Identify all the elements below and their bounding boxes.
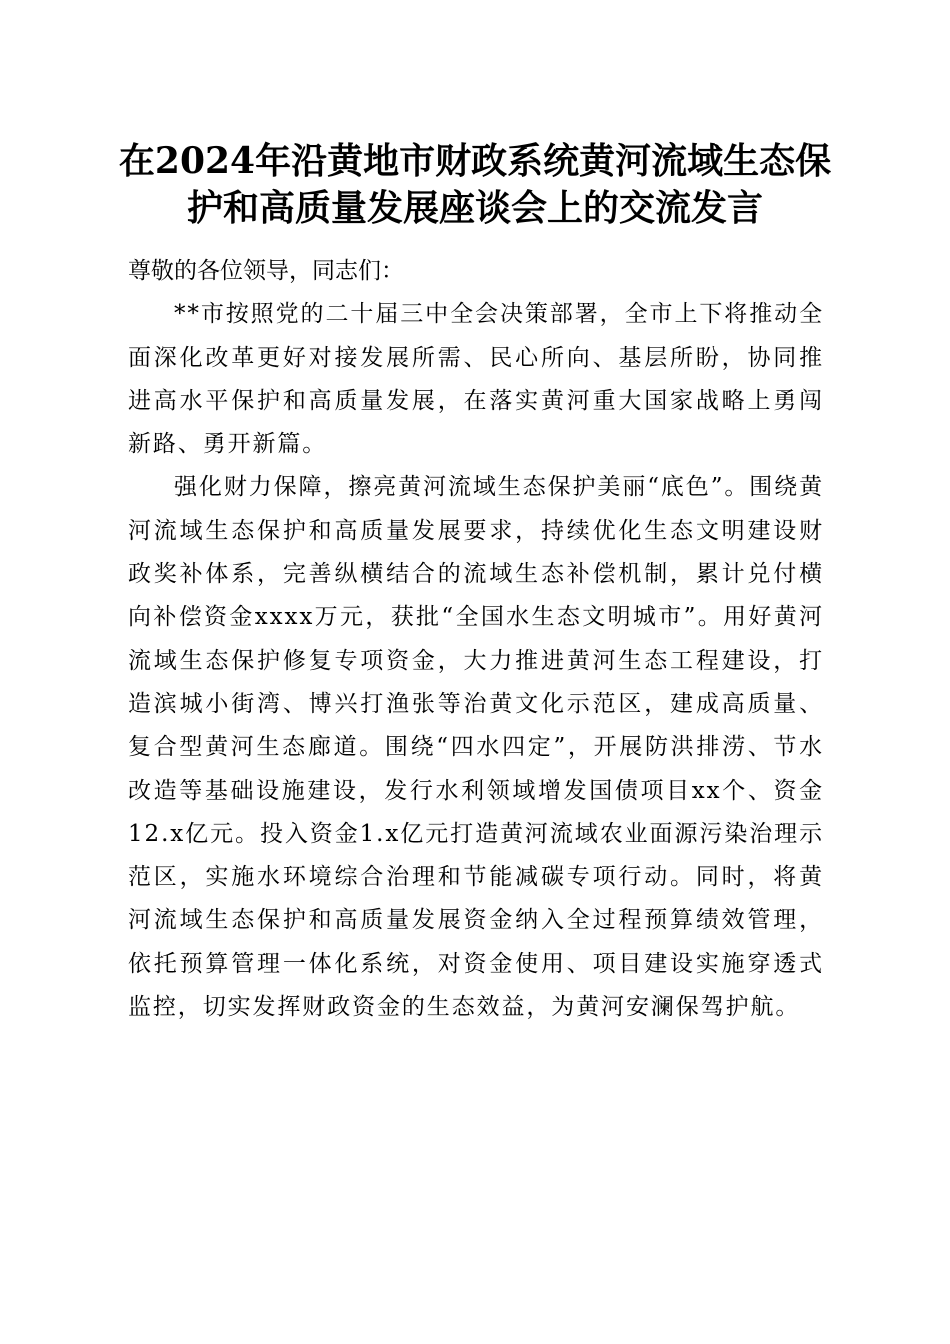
- document-title: [110, 138, 840, 232]
- document-title-line-2: 护和高质量发展座谈会上的交流发言: [186, 187, 763, 229]
- document-title-line-1: 在2024年沿黄地市财政系统黄河流域生态保: [118, 140, 832, 182]
- body-paragraph-1: **市按照党的二十届三中全会决策部署，全市上下将推动全面深化改革更好对接发展所需、民心所向、基层所盼，协同推进高水平保护和高质量发展，在落实黄河重大国家战略上勇闯新路、勇开新篇。: [128, 301, 824, 458]
- document-body: [128, 250, 824, 1029]
- salutation: 尊敬的各位领导，同志们：: [128, 258, 404, 284]
- body-paragraph-2: 强化财力保障，擦亮黄河流域生态保护美丽“底色”。围绕黄河流域生态保护和高质量发展要求，持续优化生态文明建设财政奖补体系，完善纵横结合的流域生态补偿机制，累计兑付横向补偿资金xxxx万元，获批“全国水生态文明城市”。用好黄河流域生态保护修复专项资金，大力推进黄河生态工程建设，打造滨城小街湾、博兴打渔张等治黄文化示范区，建成高质量、复合型黄河生态廊道。围绕“四水四定”，开展防洪排涝、节水改造等基础设施建设，发行水利领域增发国债项目xx个、资金12.x亿元。投入资金1.x亿元打造黄河流域农业面源污染治理示范区，实施水环境综合治理和节能减碳专项行动。同时，将黄河流域生态保护和高质量发展资金纳入全过程预算绩效管理，依托预算管理一体化系统，对资金使用、项目建设实施穿透式监控，切实发挥财政资金的生态效益，为黄河安澜保驾护航。: [128, 474, 824, 1021]
